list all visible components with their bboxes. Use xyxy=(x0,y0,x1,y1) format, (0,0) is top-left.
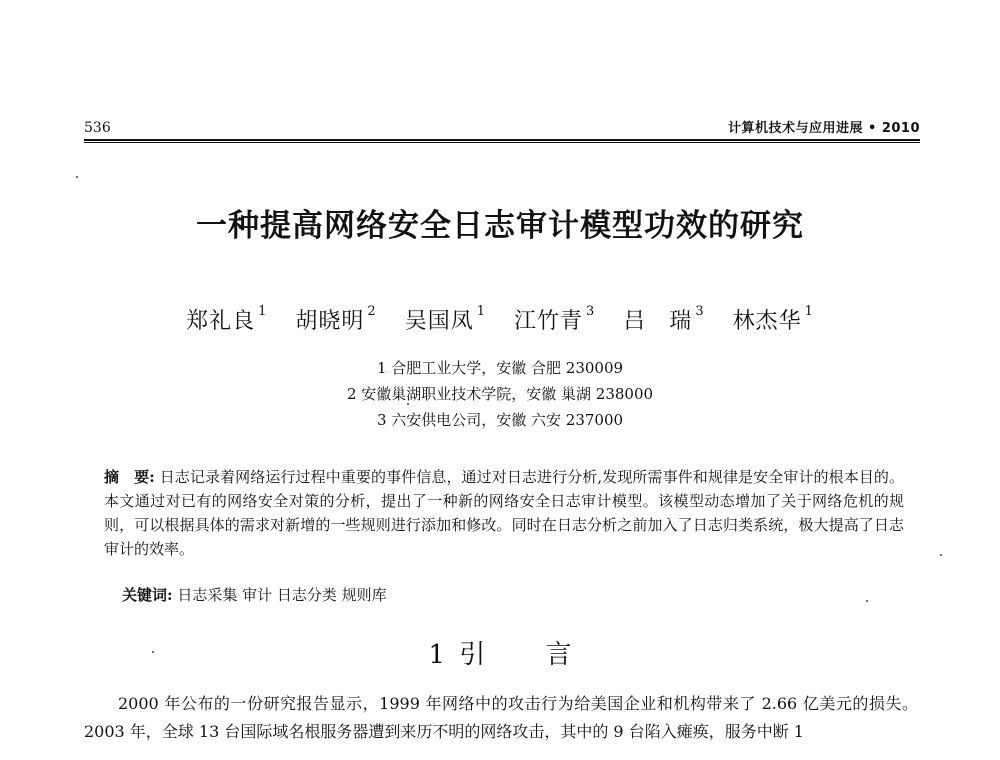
author-name: 郑礼良 xyxy=(186,309,256,334)
header-rule-thin xyxy=(84,142,920,143)
author-affiliation-mark: 1 xyxy=(804,304,814,319)
paper-title: 一种提高网络安全日志审计模型功效的研究 xyxy=(196,208,804,244)
author-affiliation-mark: 1 xyxy=(476,304,486,319)
author-name: 胡晓明 xyxy=(295,309,365,334)
author xyxy=(733,304,814,335)
keywords-text: 日志采集 审计 日志分类 规则库 xyxy=(177,586,387,604)
page-number: 536 xyxy=(84,120,111,136)
author xyxy=(623,304,704,335)
scan-speck xyxy=(866,600,868,602)
section-number: 1 xyxy=(428,640,445,670)
abstract xyxy=(104,465,904,561)
author-name: 吕 瑞 xyxy=(623,309,693,334)
author-affiliation-mark: 1 xyxy=(258,304,268,319)
scan-speck xyxy=(76,176,78,178)
keywords xyxy=(122,584,387,605)
section-title-part1: 引 xyxy=(459,640,486,670)
abstract-text: 日志记录着网络运行过程中重要的事件信息，通过对日志进行分析,发现所需事件和规律是安全审计的根本目的。本文通过对已有的网络安全对策的分析，提出了一种新的网络安全日志审计模型。该模型动态增加了关于网络危机的规则，可以根据具体的需求对新增的一些规则进行添加和修改。同时在日志分析之前加入了日志归类系统，极大提高了日志审计的效率。 xyxy=(104,468,904,558)
author-name: 江竹青 xyxy=(514,309,584,334)
keywords-label: 关键词: xyxy=(122,586,173,604)
author-list xyxy=(0,304,1000,335)
affiliation-list xyxy=(0,355,1000,433)
affiliation-line: 1 合肥工业大学，安徽 合肥 230009 xyxy=(376,359,624,377)
author-affiliation-mark: 2 xyxy=(367,304,377,319)
header-rule-thick xyxy=(84,139,920,141)
body-paragraph xyxy=(84,690,918,746)
scan-speck xyxy=(407,403,409,405)
section-title-part2: 言 xyxy=(545,640,572,670)
running-header xyxy=(84,113,920,143)
journal-title: 计算机技术与应用进展 • 2010 xyxy=(727,121,920,136)
affiliation-line: 2 安徽巢湖职业技术学院，安徽 巢湖 238000 xyxy=(346,385,654,403)
author xyxy=(295,304,376,335)
author-name: 林杰华 xyxy=(732,309,802,334)
author xyxy=(405,304,486,335)
author xyxy=(186,304,267,335)
body-paragraph-text: 2000 年公布的一份研究报告显示，1999 年网络中的攻击行为给美国企业和机构带来了 2.66 亿美元的损失。2003 年，全球 13 台国际域名根服务器遭到来历不明的网络攻击，其中的 9 台陷入瘫痪，服务中断 1 xyxy=(84,694,918,741)
author xyxy=(514,304,595,335)
author-name: 吴国凤 xyxy=(404,309,474,334)
scan-speck xyxy=(940,554,942,556)
scan-speck xyxy=(152,651,154,653)
author-affiliation-mark: 3 xyxy=(586,304,596,319)
author-affiliation-mark: 3 xyxy=(695,304,705,319)
section-heading xyxy=(0,634,1000,671)
abstract-label: 摘 要: xyxy=(104,468,155,486)
affiliation-line: 3 六安供电公司，安徽 六安 237000 xyxy=(376,411,624,429)
